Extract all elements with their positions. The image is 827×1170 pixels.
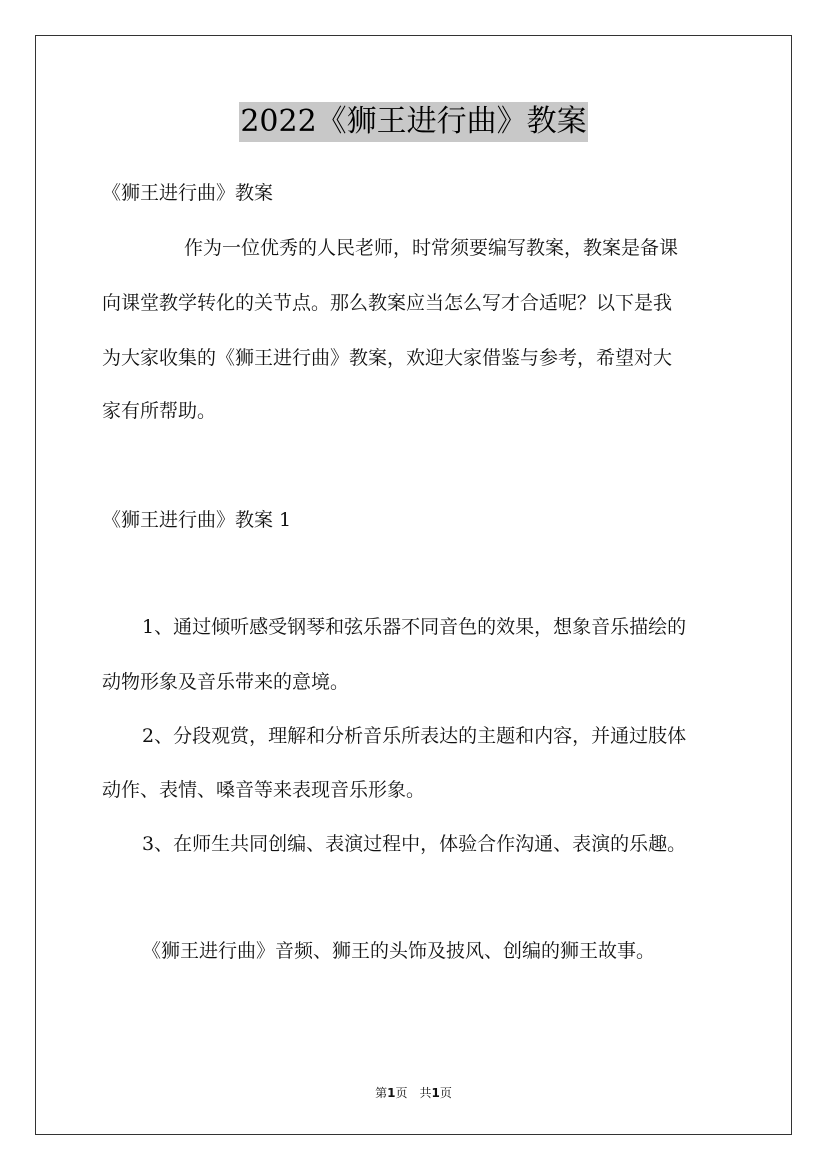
goal-line-4: 动作、表情、嗓音等来表现音乐形象。 bbox=[102, 779, 426, 801]
footer-page-suffix: 页 bbox=[439, 1086, 452, 1100]
intro-line-1: 作为一位优秀的人民老师，时常须要编写教案，教案是备课 bbox=[184, 237, 679, 259]
footer-page-total: 1 bbox=[431, 1086, 440, 1100]
goal-line-2: 动物形象及音乐带来的意境。 bbox=[102, 671, 350, 693]
document-title-text: 2022《狮王进行曲》教案 bbox=[239, 102, 587, 142]
footer-page-number: 1 bbox=[387, 1086, 396, 1100]
footer-page-mid: 页 共 bbox=[395, 1086, 432, 1100]
intro-line-4: 家有所帮助。 bbox=[102, 400, 217, 422]
intro-line-2: 向课堂教学转化的关节点。那么教案应当怎么写才合适呢？以下是我 bbox=[102, 292, 673, 314]
goal-line-3: 2、分段观赏，理解和分析音乐所表达的主题和内容，并通过肢体 bbox=[142, 725, 687, 747]
section-heading: 《狮王进行曲》教案 1 bbox=[102, 509, 292, 531]
materials-line: 《狮王进行曲》音频、狮王的头饰及披风、创编的狮王故事。 bbox=[142, 940, 656, 962]
subtitle: 《狮王进行曲》教案 bbox=[102, 182, 274, 204]
footer-page-prefix: 第 bbox=[375, 1086, 388, 1100]
goal-line-5: 3、在师生共同创编、表演过程中，体验合作沟通、表演的乐趣。 bbox=[142, 833, 687, 855]
page-footer bbox=[0, 1085, 827, 1101]
intro-line-3: 为大家收集的《狮王进行曲》教案，欢迎大家借鉴与参考，希望对大 bbox=[102, 347, 673, 369]
goal-line-1: 1、通过倾听感受钢琴和弦乐器不同音色的效果，想象音乐描绘的 bbox=[142, 616, 687, 638]
document-title bbox=[0, 101, 827, 142]
